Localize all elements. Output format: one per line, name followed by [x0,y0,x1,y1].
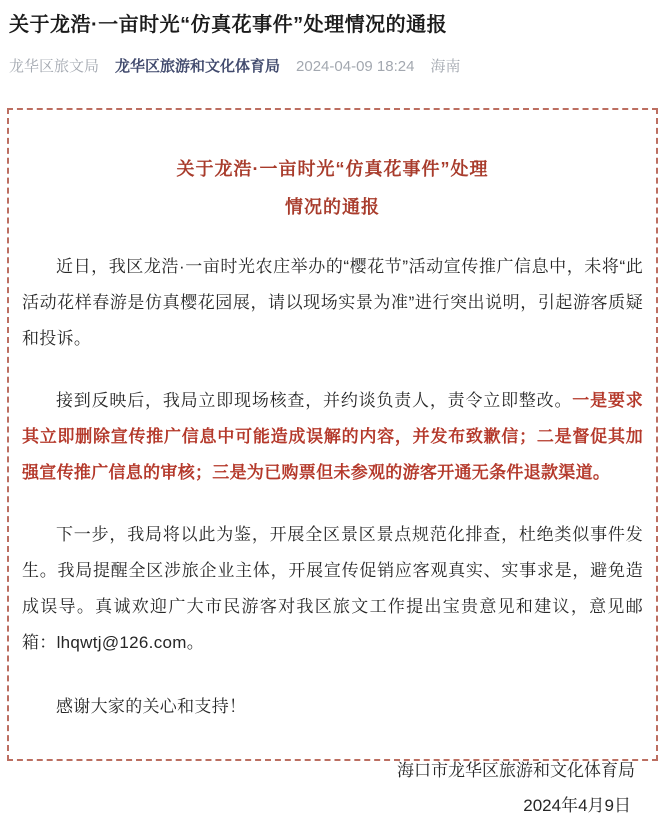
publish-datetime: 2024-04-09 18:24 [296,58,415,75]
paragraph-2-highlight: 一是要求其立即删除宣传推广信息中可能造成误解的内容，并发布致歉信；二是督促其加强宣传推广信息的审核；三是为已购票但未参观的游客开通无条件退款渠道。 [22,391,644,482]
notice-title-line2: 情况的通报 [285,197,380,217]
article-header [0,0,665,76]
notice-paragraph-2 [22,383,643,491]
notice-paragraph-3: 下一步，我局将以此为鉴，开展全区景区景点规范化排查，杜绝类似事件发生。我局提醒全区涉旅企业主体，开展宣传促销应客观真实、实事求是，避免造成误导。真诚欢迎广大市民游客对我区旅文工作提出宝贵意见和建议，意见邮箱：lhqwtj@126.com。 [22,525,643,652]
signature-name: 海口市龙华区旅游和文化体育局 [397,761,635,780]
notice-title [22,150,643,226]
signature-date: 2024年4月9日 [523,796,631,815]
notice-document [7,108,658,815]
closing-line: 感谢大家的关心和支持！ [56,697,247,716]
article-meta [9,55,655,76]
paragraph-2-normal: 接到反映后，我局立即现场核查，并约谈负责人，责令立即整改。 [56,391,573,410]
publisher-link[interactable]: 龙华区旅游和文化体育局 [115,58,281,75]
notice-title-line1: 关于龙浩·一亩时光“仿真花事件”处理 [176,159,489,179]
source-name: 龙华区旅文局 [9,58,100,75]
page-title: 关于龙浩·一亩时光“仿真花事件”处理情况的通报 [9,14,448,36]
signature-block [22,753,643,823]
publish-location: 海南 [430,58,461,75]
notice-paragraph-1: 近日，我区龙浩·一亩时光农庄举办的“樱花节”活动宣传推广信息中，未将“此活动花样春游是仿真樱花园展，请以现场实景为准”进行突出说明，引起游客质疑和投诉。 [22,257,643,348]
